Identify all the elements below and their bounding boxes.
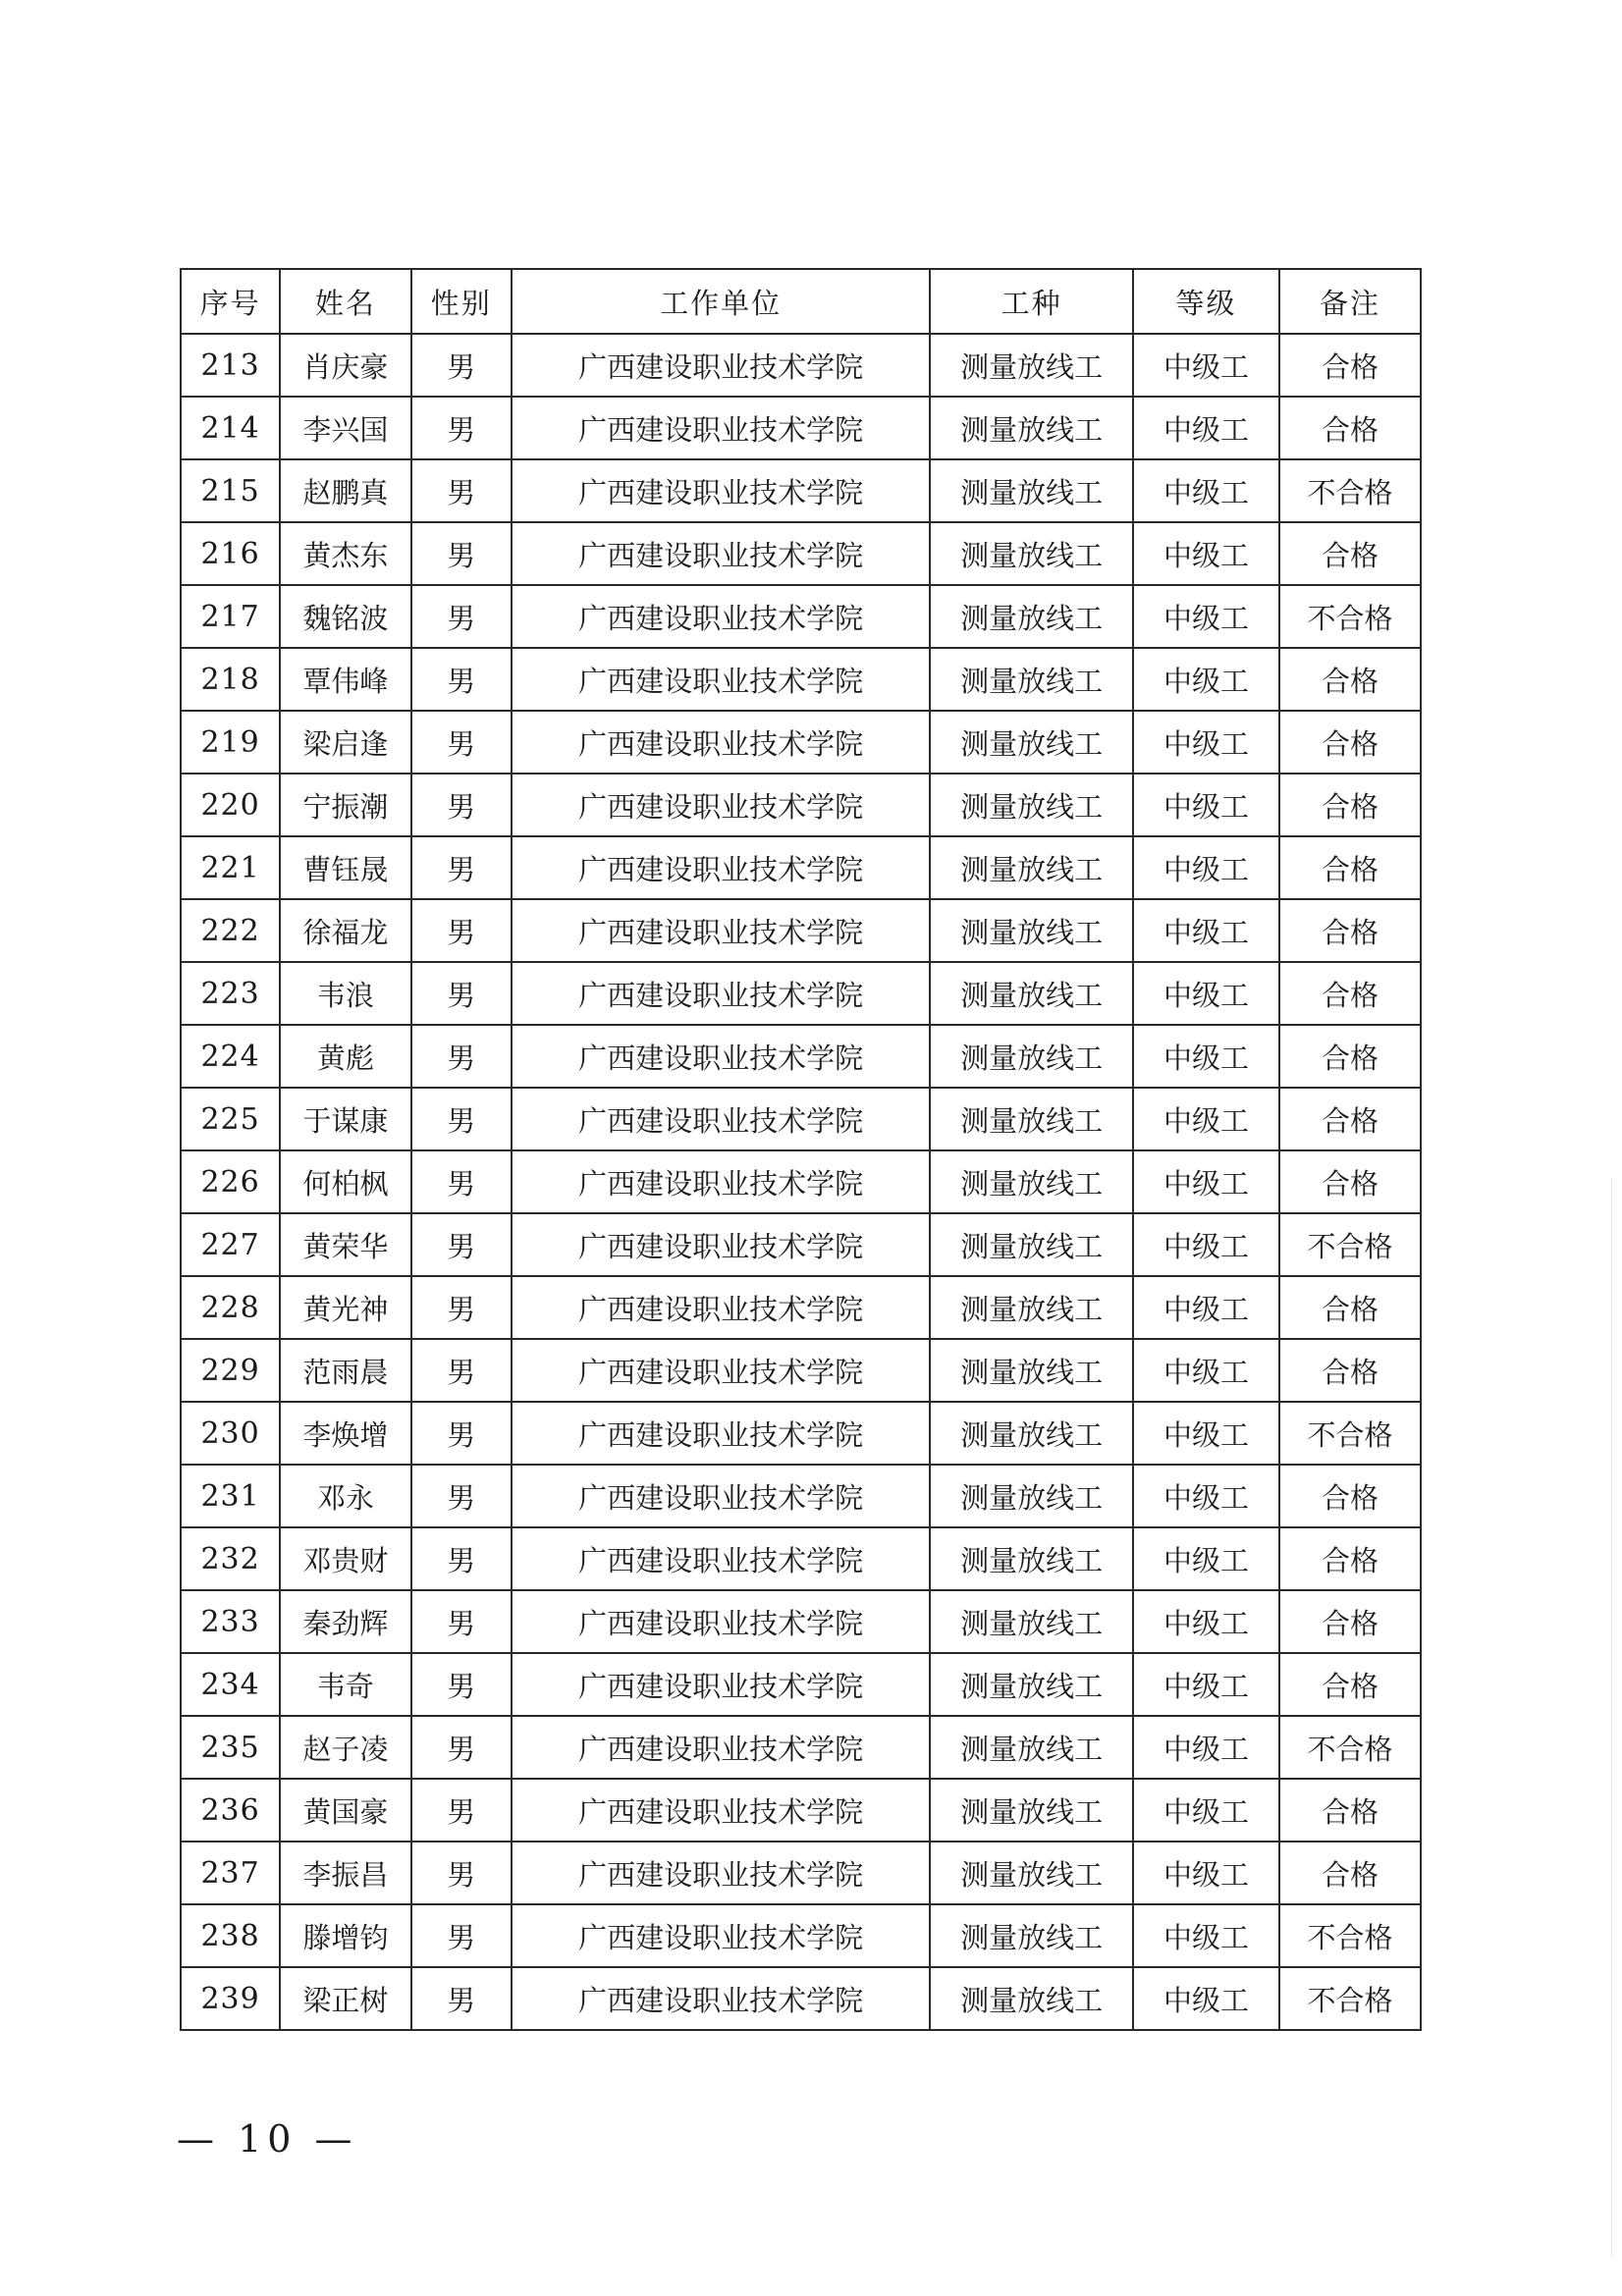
table-row <box>181 1150 1421 1213</box>
cell-gender: 男 <box>411 585 512 648</box>
cell-gender: 男 <box>411 1904 512 1967</box>
cell-level: 中级工 <box>1133 836 1279 899</box>
cell-name: 何柏枫 <box>280 1150 410 1213</box>
cell-remark: 合格 <box>1279 522 1421 585</box>
cell-level: 中级工 <box>1133 1842 1279 1904</box>
table-header <box>181 269 1421 334</box>
cell-remark: 合格 <box>1279 397 1421 459</box>
cell-trade: 测量放线工 <box>930 1213 1133 1276</box>
table-row <box>181 1465 1421 1527</box>
cell-gender: 男 <box>411 1088 512 1150</box>
cell-name: 黄国豪 <box>280 1779 410 1842</box>
table-row <box>181 962 1421 1025</box>
cell-seq: 231 <box>181 1465 280 1527</box>
table-row <box>181 1716 1421 1779</box>
cell-gender: 男 <box>411 1590 512 1653</box>
cell-remark: 合格 <box>1279 1025 1421 1088</box>
cell-level: 中级工 <box>1133 1025 1279 1088</box>
cell-seq: 219 <box>181 711 280 774</box>
cell-work-unit: 广西建设职业技术学院 <box>512 648 931 711</box>
cell-gender: 男 <box>411 1716 512 1779</box>
cell-trade: 测量放线工 <box>930 1716 1133 1779</box>
cell-seq: 227 <box>181 1213 280 1276</box>
cell-remark: 合格 <box>1279 334 1421 397</box>
cell-gender: 男 <box>411 1402 512 1465</box>
cell-seq: 213 <box>181 334 280 397</box>
cell-work-unit: 广西建设职业技术学院 <box>512 1716 931 1779</box>
cell-name: 于谋康 <box>280 1088 410 1150</box>
cell-trade: 测量放线工 <box>930 648 1133 711</box>
cell-remark: 合格 <box>1279 1527 1421 1590</box>
cell-level: 中级工 <box>1133 522 1279 585</box>
cell-work-unit: 广西建设职业技术学院 <box>512 585 931 648</box>
cell-gender: 男 <box>411 962 512 1025</box>
cell-trade: 测量放线工 <box>930 1025 1133 1088</box>
cell-work-unit: 广西建设职业技术学院 <box>512 1527 931 1590</box>
cell-gender: 男 <box>411 397 512 459</box>
cell-seq: 222 <box>181 899 280 962</box>
cell-name: 赵子凌 <box>280 1716 410 1779</box>
table-row <box>181 1842 1421 1904</box>
cell-trade: 测量放线工 <box>930 1842 1133 1904</box>
cell-remark: 不合格 <box>1279 1967 1421 2030</box>
cell-name: 李焕增 <box>280 1402 410 1465</box>
cell-work-unit: 广西建设职业技术学院 <box>512 774 931 836</box>
cell-level: 中级工 <box>1133 1088 1279 1150</box>
cell-work-unit: 广西建设职业技术学院 <box>512 1590 931 1653</box>
table-row <box>181 774 1421 836</box>
cell-gender: 男 <box>411 459 512 522</box>
cell-gender: 男 <box>411 774 512 836</box>
cell-work-unit: 广西建设职业技术学院 <box>512 459 931 522</box>
cell-name: 李振昌 <box>280 1842 410 1904</box>
cell-level: 中级工 <box>1133 962 1279 1025</box>
cell-work-unit: 广西建设职业技术学院 <box>512 397 931 459</box>
cell-level: 中级工 <box>1133 774 1279 836</box>
cell-seq: 226 <box>181 1150 280 1213</box>
table-row <box>181 397 1421 459</box>
cell-work-unit: 广西建设职业技术学院 <box>512 962 931 1025</box>
cell-level: 中级工 <box>1133 397 1279 459</box>
cell-trade: 测量放线工 <box>930 711 1133 774</box>
cell-trade: 测量放线工 <box>930 1402 1133 1465</box>
header-row <box>181 269 1421 334</box>
table-row <box>181 1779 1421 1842</box>
table-row <box>181 648 1421 711</box>
table-row <box>181 334 1421 397</box>
cell-remark: 不合格 <box>1279 1716 1421 1779</box>
cell-work-unit: 广西建设职业技术学院 <box>512 1088 931 1150</box>
cell-gender: 男 <box>411 1653 512 1716</box>
cell-level: 中级工 <box>1133 1150 1279 1213</box>
cell-gender: 男 <box>411 1150 512 1213</box>
cell-level: 中级工 <box>1133 1967 1279 2030</box>
cell-remark: 合格 <box>1279 1779 1421 1842</box>
cell-trade: 测量放线工 <box>930 1339 1133 1402</box>
cell-name: 覃伟峰 <box>280 648 410 711</box>
cell-name: 梁正树 <box>280 1967 410 2030</box>
cell-remark: 不合格 <box>1279 1402 1421 1465</box>
cell-trade: 测量放线工 <box>930 1150 1133 1213</box>
table-row <box>181 899 1421 962</box>
cell-work-unit: 广西建设职业技术学院 <box>512 1025 931 1088</box>
cell-name: 滕增钧 <box>280 1904 410 1967</box>
cell-work-unit: 广西建设职业技术学院 <box>512 1842 931 1904</box>
cell-trade: 测量放线工 <box>930 1276 1133 1339</box>
cell-trade: 测量放线工 <box>930 334 1133 397</box>
cell-seq: 215 <box>181 459 280 522</box>
cell-work-unit: 广西建设职业技术学院 <box>512 836 931 899</box>
cell-trade: 测量放线工 <box>930 1653 1133 1716</box>
cell-name: 邓永 <box>280 1465 410 1527</box>
cell-level: 中级工 <box>1133 1527 1279 1590</box>
table-row <box>181 1276 1421 1339</box>
cell-gender: 男 <box>411 1339 512 1402</box>
cell-work-unit: 广西建设职业技术学院 <box>512 334 931 397</box>
cell-seq: 238 <box>181 1904 280 1967</box>
table-row <box>181 711 1421 774</box>
cell-trade: 测量放线工 <box>930 1779 1133 1842</box>
cell-gender: 男 <box>411 522 512 585</box>
cell-trade: 测量放线工 <box>930 1088 1133 1150</box>
cell-name: 赵鹏真 <box>280 459 410 522</box>
table-row <box>181 459 1421 522</box>
cell-remark: 合格 <box>1279 1590 1421 1653</box>
cell-remark: 不合格 <box>1279 1213 1421 1276</box>
cell-seq: 225 <box>181 1088 280 1150</box>
page-number: — 10 — <box>177 2117 358 2161</box>
cell-work-unit: 广西建设职业技术学院 <box>512 522 931 585</box>
cell-level: 中级工 <box>1133 711 1279 774</box>
cell-name: 黄彪 <box>280 1025 410 1088</box>
cell-level: 中级工 <box>1133 1402 1279 1465</box>
header-level: 等级 <box>1133 269 1279 334</box>
table-body <box>181 334 1421 2030</box>
cell-remark: 合格 <box>1279 1842 1421 1904</box>
table-row <box>181 1088 1421 1150</box>
results-table <box>180 268 1422 2031</box>
cell-level: 中级工 <box>1133 1276 1279 1339</box>
table-row <box>181 1904 1421 1967</box>
cell-seq: 220 <box>181 774 280 836</box>
cell-level: 中级工 <box>1133 899 1279 962</box>
cell-gender: 男 <box>411 836 512 899</box>
cell-seq: 214 <box>181 397 280 459</box>
cell-level: 中级工 <box>1133 1213 1279 1276</box>
cell-name: 范雨晨 <box>280 1339 410 1402</box>
cell-level: 中级工 <box>1133 648 1279 711</box>
cell-remark: 合格 <box>1279 899 1421 962</box>
cell-trade: 测量放线工 <box>930 397 1133 459</box>
cell-seq: 224 <box>181 1025 280 1088</box>
table-row <box>181 1653 1421 1716</box>
cell-name: 徐福龙 <box>280 899 410 962</box>
cell-name: 魏铭波 <box>280 585 410 648</box>
cell-level: 中级工 <box>1133 1904 1279 1967</box>
table-row <box>181 1967 1421 2030</box>
cell-level: 中级工 <box>1133 1716 1279 1779</box>
cell-work-unit: 广西建设职业技术学院 <box>512 899 931 962</box>
cell-gender: 男 <box>411 1213 512 1276</box>
cell-trade: 测量放线工 <box>930 459 1133 522</box>
table-row <box>181 1402 1421 1465</box>
cell-name: 梁启逢 <box>280 711 410 774</box>
cell-trade: 测量放线工 <box>930 962 1133 1025</box>
cell-work-unit: 广西建设职业技术学院 <box>512 1967 931 2030</box>
cell-level: 中级工 <box>1133 1465 1279 1527</box>
scan-edge-line <box>1611 1178 1612 2258</box>
cell-level: 中级工 <box>1133 1779 1279 1842</box>
cell-seq: 239 <box>181 1967 280 2030</box>
cell-seq: 235 <box>181 1716 280 1779</box>
cell-gender: 男 <box>411 648 512 711</box>
cell-work-unit: 广西建设职业技术学院 <box>512 1465 931 1527</box>
cell-trade: 测量放线工 <box>930 836 1133 899</box>
cell-trade: 测量放线工 <box>930 1590 1133 1653</box>
cell-seq: 234 <box>181 1653 280 1716</box>
cell-seq: 232 <box>181 1527 280 1590</box>
header-trade: 工种 <box>930 269 1133 334</box>
cell-seq: 221 <box>181 836 280 899</box>
cell-name: 邓贵财 <box>280 1527 410 1590</box>
cell-work-unit: 广西建设职业技术学院 <box>512 1779 931 1842</box>
table-row <box>181 1527 1421 1590</box>
cell-seq: 236 <box>181 1779 280 1842</box>
cell-work-unit: 广西建设职业技术学院 <box>512 711 931 774</box>
cell-work-unit: 广西建设职业技术学院 <box>512 1150 931 1213</box>
cell-gender: 男 <box>411 334 512 397</box>
cell-remark: 合格 <box>1279 711 1421 774</box>
cell-remark: 合格 <box>1279 836 1421 899</box>
cell-remark: 合格 <box>1279 1653 1421 1716</box>
cell-seq: 216 <box>181 522 280 585</box>
cell-gender: 男 <box>411 1527 512 1590</box>
cell-remark: 不合格 <box>1279 459 1421 522</box>
cell-remark: 合格 <box>1279 1465 1421 1527</box>
cell-gender: 男 <box>411 1465 512 1527</box>
header-seq: 序号 <box>181 269 280 334</box>
table-row <box>181 1025 1421 1088</box>
cell-gender: 男 <box>411 1967 512 2030</box>
cell-seq: 233 <box>181 1590 280 1653</box>
cell-level: 中级工 <box>1133 459 1279 522</box>
cell-remark: 不合格 <box>1279 585 1421 648</box>
cell-trade: 测量放线工 <box>930 1465 1133 1527</box>
cell-seq: 228 <box>181 1276 280 1339</box>
cell-name: 黄荣华 <box>280 1213 410 1276</box>
cell-work-unit: 广西建设职业技术学院 <box>512 1904 931 1967</box>
cell-remark: 不合格 <box>1279 1904 1421 1967</box>
cell-remark: 合格 <box>1279 1276 1421 1339</box>
cell-level: 中级工 <box>1133 1653 1279 1716</box>
cell-trade: 测量放线工 <box>930 774 1133 836</box>
table-row <box>181 836 1421 899</box>
cell-remark: 合格 <box>1279 962 1421 1025</box>
header-gender: 性别 <box>411 269 512 334</box>
cell-seq: 230 <box>181 1402 280 1465</box>
header-work-unit: 工作单位 <box>512 269 931 334</box>
cell-trade: 测量放线工 <box>930 522 1133 585</box>
cell-level: 中级工 <box>1133 334 1279 397</box>
cell-gender: 男 <box>411 899 512 962</box>
table-row <box>181 585 1421 648</box>
cell-name: 韦奇 <box>280 1653 410 1716</box>
table-row <box>181 1213 1421 1276</box>
cell-name: 肖庆豪 <box>280 334 410 397</box>
cell-name: 秦劲辉 <box>280 1590 410 1653</box>
cell-trade: 测量放线工 <box>930 585 1133 648</box>
cell-name: 韦浪 <box>280 962 410 1025</box>
cell-remark: 合格 <box>1279 1150 1421 1213</box>
cell-work-unit: 广西建设职业技术学院 <box>512 1339 931 1402</box>
cell-name: 黄杰东 <box>280 522 410 585</box>
cell-level: 中级工 <box>1133 585 1279 648</box>
cell-level: 中级工 <box>1133 1590 1279 1653</box>
cell-work-unit: 广西建设职业技术学院 <box>512 1213 931 1276</box>
header-remark: 备注 <box>1279 269 1421 334</box>
cell-gender: 男 <box>411 1025 512 1088</box>
cell-trade: 测量放线工 <box>930 1904 1133 1967</box>
cell-remark: 合格 <box>1279 1088 1421 1150</box>
cell-work-unit: 广西建设职业技术学院 <box>512 1276 931 1339</box>
cell-seq: 229 <box>181 1339 280 1402</box>
header-name: 姓名 <box>280 269 410 334</box>
cell-work-unit: 广西建设职业技术学院 <box>512 1402 931 1465</box>
cell-seq: 218 <box>181 648 280 711</box>
cell-seq: 223 <box>181 962 280 1025</box>
cell-seq: 217 <box>181 585 280 648</box>
cell-trade: 测量放线工 <box>930 1527 1133 1590</box>
cell-seq: 237 <box>181 1842 280 1904</box>
cell-name: 黄光神 <box>280 1276 410 1339</box>
cell-name: 宁振潮 <box>280 774 410 836</box>
cell-name: 李兴国 <box>280 397 410 459</box>
cell-remark: 合格 <box>1279 1339 1421 1402</box>
cell-remark: 合格 <box>1279 774 1421 836</box>
table-row <box>181 522 1421 585</box>
cell-gender: 男 <box>411 1842 512 1904</box>
cell-remark: 合格 <box>1279 648 1421 711</box>
cell-trade: 测量放线工 <box>930 899 1133 962</box>
table-row <box>181 1339 1421 1402</box>
cell-gender: 男 <box>411 1779 512 1842</box>
cell-name: 曹钰晟 <box>280 836 410 899</box>
table-row <box>181 1590 1421 1653</box>
cell-gender: 男 <box>411 711 512 774</box>
cell-trade: 测量放线工 <box>930 1967 1133 2030</box>
cell-work-unit: 广西建设职业技术学院 <box>512 1653 931 1716</box>
cell-level: 中级工 <box>1133 1339 1279 1402</box>
cell-gender: 男 <box>411 1276 512 1339</box>
